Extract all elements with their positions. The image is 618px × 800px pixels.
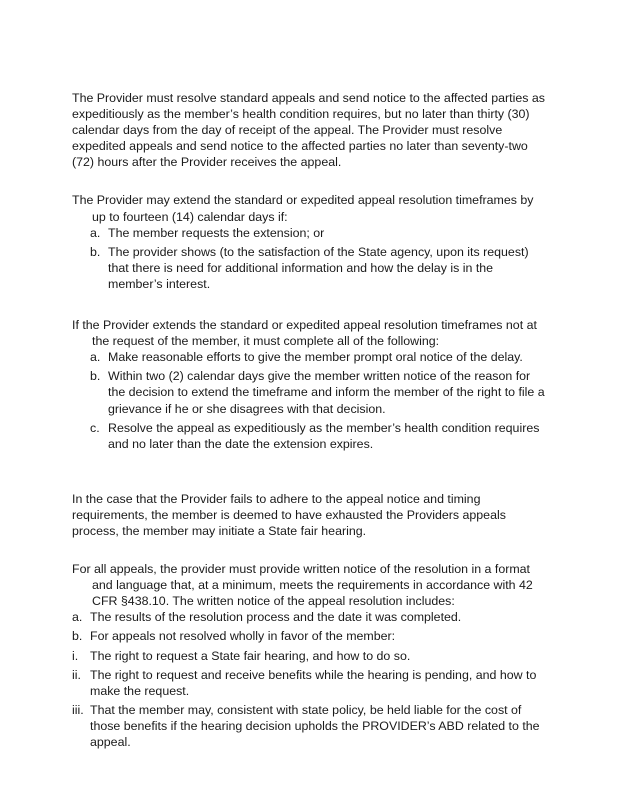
list-item: a. Make reasonable efforts to give the member prompt oral notice of the delay.: [90, 350, 523, 365]
list-marker: a.: [72, 610, 83, 625]
paragraph-written-notice: For all appeals, the provider must provide written notice of the resolution in a format and language that, at a minimum, meets the requirements in accordance with 42 CFR §438.10. The written notice of the appeal resolution includes:: [72, 562, 533, 609]
paragraph-failure-to-adhere: In the case that the Provider fails to adhere to the appeal notice and timing requirements, the member is deemed to have exhausted the Providers appeals process, the member may initiate a State fair hearing.: [72, 491, 506, 538]
list-marker: c.: [90, 420, 100, 435]
list-item: ii. The right to request and receive benefits while the hearing is pending, and how to make the request.: [72, 667, 537, 698]
extension-conditions-list: [72, 225, 550, 292]
list-marker: i.: [72, 648, 79, 663]
list-item: a. The results of the resolution process and the date it was completed.: [72, 610, 462, 625]
list-marker: a.: [90, 225, 101, 240]
written-notice-list: [72, 609, 550, 750]
list-marker: ii.: [72, 667, 81, 682]
list-marker: b.: [72, 629, 83, 644]
list-marker: b.: [90, 369, 101, 384]
paragraph-standard-appeals: The Provider must resolve standard appeals and send notice to the affected parties as expeditiously as the member’s health condition requires, but no later than thirty (30) calendar days from the day of receipt of the appeal. The Provider must resolve expedited appeals and send notice to the affected parties no later than seventy-two (72) hours after the Provider receives the appeal.: [72, 91, 545, 170]
list-item: c. Resolve the appeal as expeditiously as the member’s health condition requires and no later than the date the extension expires.: [90, 420, 540, 451]
list-item: b. Within two (2) calendar days give the member written notice of the reason for the decision to extend the timeframe and inform the member of the right to file a grievance if he or she disagrees with that decision.: [90, 369, 545, 416]
list-item: b. The provider shows (to the satisfaction of the State agency, upon its request) that there is need for additional information and how the delay is in the member’s interest.: [90, 244, 529, 291]
list-marker: a.: [90, 350, 101, 365]
document-page: [72, 90, 550, 753]
list-marker: iii.: [72, 702, 84, 717]
list-item: iii. That the member may, consistent with state policy, be held liable for the cost of those benefits if the hearing decision upholds the PROVIDER’s ABD related to the appeal.: [72, 702, 540, 749]
list-item: i. The right to request a State fair hearing, and how to do so.: [72, 648, 411, 663]
list-item: a. The member requests the extension; or: [90, 225, 325, 240]
list-item: b. For appeals not resolved wholly in favor of the member:: [72, 629, 396, 644]
paragraph-extension-requirements: If the Provider extends the standard or expedited appeal resolution timeframes not at the request of the member, it must complete all of the following:: [72, 318, 537, 349]
paragraph-extension-conditions: The Provider may extend the standard or expedited appeal resolution timeframes by up to fourteen (14) calendar days if:: [72, 193, 534, 224]
extension-requirements-list: [72, 349, 550, 452]
list-marker: b.: [90, 244, 101, 259]
